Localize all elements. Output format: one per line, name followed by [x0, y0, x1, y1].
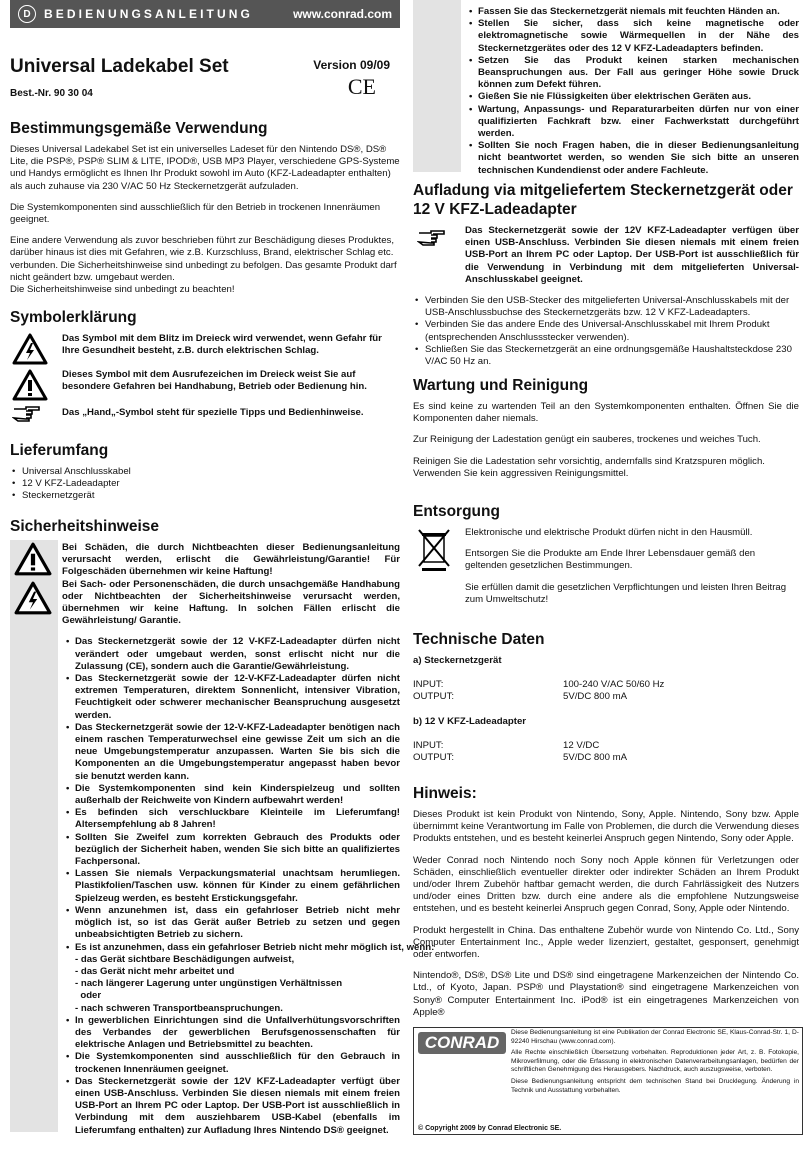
footer-t3: Diese Bedienungsanleitung entspricht dem technischen Stand bei Drucklegung. Änderung in Technik und Ausstattung vorbehalten.	[511, 1077, 799, 1094]
spec-value: 12 V/DC	[563, 739, 600, 751]
list-item: • Verbinden Sie den USB-Stecker des mitgelieferten Universal-Anschlusskabels mit der USB-Anschlussbuchse des Steckernetzgeräts bzw. 12 V KFZ-Ladeadapters.	[421, 295, 799, 319]
notice-heading: Hinweis:	[413, 785, 477, 802]
language-badge: D	[18, 5, 36, 23]
table-row	[413, 691, 664, 703]
list-item: • Setzen Sie das Produkt keinen starken mechanischen Beanspruchungen aus. Der Fall aus geringer Höhe sowie Druck können zum Defekt führen.	[465, 55, 799, 92]
charging-heading: Aufladung via mitgeliefertem Steckernetzgerät oder 12 V KFZ-Ladeadapter	[413, 182, 793, 218]
publisher-footer	[413, 1027, 803, 1135]
list-item: • Fassen Sie das Steckernetzgerät niemals mit feuchten Händen an.	[465, 6, 799, 18]
disposal-p1: Elektronische und elektrische Produkt dürfen nicht in den Hausmüll.	[465, 527, 753, 538]
charging-note	[413, 225, 799, 286]
footer-copyright: © Copyright 2009 by Conrad Electronic SE.	[418, 1125, 562, 1132]
list-item: • Das Steckernetzgerät sowie der 12 V-KFZ-Ladeadapter dürfen nicht verändert oder umgebaut werden, sonst erlischt nicht nur die Zulassung (CE), sondern auch die Garantie/Gewährleistung.	[62, 636, 400, 673]
spec-key: INPUT:	[413, 739, 444, 751]
symbol-exclamation-text: Dieses Symbol mit dem Ausrufezeichen im Dreieck weist Sie auf besondere Gefahren bei Handhabung, Betrieb oder Bedienung hin.	[62, 369, 367, 393]
table-row	[413, 752, 627, 764]
list-item: • Es befinden sich verschluckbare Kleinteile im Lieferumfang! Altersempfehlung ab 8 Jahren!	[62, 807, 400, 831]
intended-p2: Die Systemkomponenten sind ausschließlich für den Betrieb in trockenen Innenräumen geeignet.	[10, 201, 381, 226]
list-item: • Wartung, Anpassungs- und Reparaturarbeiten dürfen nur von einer qualifizierten Fachkraft bzw. einer Fachwerkstatt durchgeführt werden.	[465, 104, 799, 141]
footer-t2: Alle Rechte einschließlich Übersetzung vorbehalten. Reproduktionen jeder Art, z. B. Fotokopie, Mikroverfilmung, oder die Erfassung in elektronischen Datenverarbeitungsanlagen, bedürfen der schriftlichen Genehmigung des Herausgebers. Nachdruck, auch auszugsweise, verboten.	[511, 1049, 799, 1074]
title-block	[10, 56, 400, 99]
spec-key: OUTPUT:	[413, 752, 455, 764]
footer-t1: Diese Bedienungsanleitung ist eine Publikation der Conrad Electronic SE, Klaus-Conrad-Str. 1, D-92240 Hirschau (www.conrad.com).	[511, 1029, 799, 1045]
safety-list-right	[465, 6, 799, 177]
intended-p3: Eine andere Verwendung als zuvor beschrieben führt zur Beschädigung dieses Produktes, darüber hinaus ist dies mit Gefahren, wie z.B. Kurzschluss, Brand, elektrischer Schlag etc. verbunden. Die Sicherheitshinweise sind unbedingt zu befolgen. Das gesamte Produkt darf nicht geändert bzw. umgebaut werden.	[10, 235, 397, 283]
tech-a-label: a) Steckernetzgerät	[413, 655, 502, 666]
disposal-text	[465, 527, 799, 606]
order-number: Best.-Nr. 90 30 04	[10, 88, 93, 99]
list-item: • Die Systemkomponenten sind kein Kinderspielzeug und sollten außerhalb der Reichweite von Kindern aufbewahrt werden!	[62, 783, 400, 807]
charging-note-text: Das Steckernetzgerät sowie der 12V KFZ-Ladeadapter verfügen über einen USB-Anschluss. Verbinden Sie diesen niemals mit einem freien USB-Port an Ihrem PC oder Laptop. Der USB-Port ist ausschließlich für die Verwendung in Verbindung mit dem mitgelieferten Universal-Anschlusskabel geeignet.	[465, 225, 799, 285]
list-item: • Stellen Sie sicher, dass sich keine magnetische oder elektromagnetische sowie Wärmequellen in der Nähe des Steckernetzgerätes oder des 12 V KFZ-Ladeadapters befinden.	[465, 18, 799, 55]
spec-key: OUTPUT:	[413, 691, 455, 703]
symbol-hand-text: Das „Hand„-Symbol steht für spezielle Tipps und Bedienhinweise.	[62, 407, 364, 418]
disposal-section	[413, 502, 799, 615]
safety-continued	[413, 6, 799, 177]
header-title: BEDIENUNGSANLEITUNG	[44, 7, 253, 21]
list-item: • Die Systemkomponenten sind ausschließlich für den Gebrauch in trockenen Innenräumen geeignet.	[62, 1051, 400, 1075]
intended-use-section	[10, 119, 400, 305]
symbols-heading: Symbolerklärung	[10, 309, 137, 326]
list-item: • In gewerblichen Einrichtungen sind die Unfallverhütungsvorschriften des Verbandes der gewerblichen Berufsgenossenschaften für elektrische Anlagen und Betriebsmittel zu beachten.	[62, 1015, 400, 1052]
crossed-bin-icon	[417, 526, 451, 572]
list-item: • Sollten Sie noch Fragen haben, die in dieser Bedienungsanleitung nicht beantwortet werden, so wenden Sie sich bitte an unseren technischen Kundendienst oder andere Fachleute.	[465, 140, 799, 177]
lightning-warning-icon	[14, 581, 52, 615]
list-item: • Wenn anzunehmen ist, dass ein gefahrloser Betrieb nicht mehr möglich ist, so ist das Gerät außer Betrieb zu setzen und gegen unbeabsichtigten Betrieb zu sichern.	[62, 905, 400, 942]
symbol-row-hand	[10, 407, 400, 425]
table-row	[413, 679, 664, 691]
symbol-row-lightning	[10, 333, 400, 369]
maintenance-section	[413, 376, 799, 489]
tech-section	[413, 630, 799, 764]
charging-steps	[413, 295, 799, 368]
safety-shade-bar	[10, 540, 58, 1132]
maintenance-heading: Wartung und Reinigung	[413, 377, 589, 394]
disposal-p3: Sie erfüllen damit die gesetzlichen Verpflichtungen und leisten Ihren Beitrag zum Umweltschutz!	[465, 581, 787, 605]
footer-text	[511, 1029, 799, 1095]
spec-value: 5V/DC 800 mA	[563, 752, 627, 764]
header-url[interactable]: www.conrad.com	[293, 7, 392, 21]
notice-p2: Weder Conrad noch Nintendo noch Sony noch Apple können für Verletzungen oder Schäden, einschließlich eventueller direkter oder indirekter Schäden an Ihrem Produkt und/oder Ihrem Zubehör haftbar gemacht werden, die durch Fahrlässigkeit des Nutzers und/oder eines Dritten bzw. durch eine andere als die empfohlene Nutzungsweise entstehen, und es besteht keinerlei Anspruch gegen Conrad, Sony, Apple oder Nintendo.	[413, 854, 799, 915]
safety-intro-p1: Bei Schäden, die durch Nichtbeachten dieser Bedienungsanleitung verursacht werden, erlischt die Gewährleistung/Garantie! Für Folgeschäden übernehmen wir keine Haftung!	[62, 542, 400, 578]
ce-mark: CE	[347, 74, 376, 99]
list-item: • Es ist anzunehmen, dass ein gefahrloser Betrieb nicht mehr möglich ist, wenn: - das Gerät sichtbare Beschädigungen aufweist, - das Gerät nicht mehr arbeitet und - nach längerer Lagerung unter ungünstigen Verhältnissen oder - nach schweren Transportbeanspruchungen.	[62, 942, 400, 1015]
tech-b-label: b) 12 V KFZ-Ladeadapter	[413, 715, 527, 727]
symbol-row-exclamation	[10, 369, 400, 407]
disposal-heading: Entsorgung	[413, 503, 500, 520]
spec-value: 100-240 V/AC 50/60 Hz	[563, 679, 665, 691]
maintenance-p2: Zur Reinigung der Ladestation genügt ein sauberes, trockenes und weiches Tuch.	[413, 434, 761, 446]
notice-section	[413, 784, 799, 1028]
list-item: • Das Steckernetzgerät sowie der 12V KFZ-Ladeadapter verfügt über einen USB-Anschluss. Verbinden Sie diesen niemals mit einem freien USB-Port an Ihrem PC oder Laptop. Der USB-Port ist ausschließlich in Verbindung mit dem ausziehbarem USB-Kabel (ebenfalls im Lieferumfang enthalten) zur Aufladung Ihres Nintendo DS® geeignet.	[62, 1076, 400, 1137]
list-item: • Das Steckernetzgerät sowie der 12-V-KFZ-Ladeadapter dürfen nicht extremen Temperaturen, direktem Sonnenlicht, intensiver Vibration, Feuchtigkeit oder schwerer mechanischer Beanspruchung ausgesetzt werden.	[62, 673, 400, 722]
list-item: • Universal Anschlusskabel	[18, 466, 400, 478]
list-item: • Verbinden Sie das andere Ende des Universal-Anschlusskabel mit Ihrem Produkt (entsprechenden Anschlussstecker verwenden).	[421, 319, 799, 343]
header-bar	[10, 0, 400, 28]
symbols-section	[10, 308, 400, 425]
list-item: • Sollten Sie Zweifel zum korrekten Gebrauch des Produkts oder bezüglich der Sicherheit haben, wenden Sie sich bitte an qualifiziertes Fachpersonal.	[62, 832, 400, 869]
list-item: • Schließen Sie das Steckernetzgerät an eine ordnungsgemäße Haushaltsteckdose 230 V/AC 50 Hz an.	[421, 344, 799, 368]
notice-p3: Produkt hergestellt in China. Das enthaltene Zubehör wurde von Nintendo Co. Ltd., Sony Computer Entertainment Inc., Apple weder lizenziert, gestaltet, gesponsert, genehmigt oder entworfen.	[413, 924, 799, 961]
exclamation-warning-icon	[12, 369, 48, 401]
lightning-warning-icon	[12, 333, 48, 365]
list-item: • Steckernetzgerät	[18, 490, 400, 502]
pointing-hand-icon	[417, 229, 447, 247]
intended-p1: Dieses Universal Ladekabel Set ist ein universelles Ladeset für den Nintendo DS®, DS® Lite, die PSP®, PSP® SLIM & LITE, IPOD®, USB MP3 Player, verschiedene GPS-Systeme und Handys ermöglicht es Ihnen Ihr Produkt sowohl im Auto (KFZ-Ladeadapter enthalten) als auch zuhause via 230 V/AC 50 Hz Steckernetzgerät aufzuladen.	[10, 144, 400, 192]
doc-title: Universal Ladekabel Set	[10, 56, 229, 77]
version: Version 09/09	[313, 58, 390, 72]
delivery-list	[10, 466, 400, 503]
notice-p1: Dieses Produkt ist kein Produkt von Nintendo, Sony, Apple. Nintendo, Sony bzw. Apple übernimmt keine Verantwortung im Falle von Problemen, die durch die Verwendung dieses Produkts entstehen, und es besteht keinerlei Anspruch gegen Nintendo, Sony oder Apple.	[413, 809, 799, 845]
intended-use-heading: Bestimmungsgemäße Verwendung	[10, 120, 268, 137]
maintenance-p1: Es sind keine zu wartenden Teil an den Systemkomponenten enthalten. Öffnen Sie die Komponenten daher niemals.	[413, 401, 799, 425]
charging-section	[413, 181, 799, 368]
intended-p4: Die Sicherheitshinweise sind unbedingt zu beachten!	[10, 284, 235, 296]
notice-p4: Nintendo®, DS®, DS® Lite und DS® sind eingetragene Markenzeichen der Nintendo Co. Ltd., of Kyoto, Japan. PSP® und Playstation® sind eingetragene Markenzeichen von Sony® Computer Entertainment Inc. iPod® ist ein eingetragenes Markenzeichen von Apple®	[413, 970, 799, 1018]
spec-value: 5V/DC 800 mA	[563, 691, 627, 703]
safety-shade-bar-right	[413, 0, 461, 172]
maintenance-p3: Reinigen Sie die Ladestation sehr vorsichtig, andernfalls sind Kratzspuren möglich. Verwenden Sie kein aggressiven Reinigungsmittel.	[413, 455, 765, 479]
tech-b-table	[413, 740, 627, 764]
list-item: • 12 V KFZ-Ladeadapter	[18, 478, 400, 490]
list-item: • Gießen Sie nie Flüssigkeiten über elektrischen Geräten aus.	[465, 91, 799, 103]
delivery-section	[10, 441, 400, 503]
list-item: • Das Steckernetzgerät sowie der 12-V-KFZ-Ladeadapter benötigen nach einem raschen Temperaturwechsel eine gewisse Zeit um sich an die neue Umgebungstemperatur anzupassen. Warten Sie bis sich die Komponenten an die Umgebungstemperatur angepasst haben bevor sie benutzt werden kann.	[62, 722, 400, 783]
tech-a-table	[413, 679, 664, 703]
delivery-heading: Lieferumfang	[10, 442, 109, 459]
pointing-hand-icon	[12, 405, 42, 423]
tech-heading: Technische Daten	[413, 631, 545, 648]
safety-heading: Sicherheitshinweise	[10, 518, 160, 535]
disposal-p2: Entsorgen Sie die Produkte am Ende Ihrer Lebensdauer gemäß den geltenden gesetzlichen Bestimmungen.	[465, 548, 756, 572]
symbol-lightning-text: Das Symbol mit dem Blitz im Dreieck wird verwendet, wenn Gefahr für Ihre Gesundheit besteht, z.B. durch elektrischen Schlag.	[62, 333, 382, 357]
list-item: • Lassen Sie niemals Verpackungsmaterial unachtsam herumliegen. Plastikfolien/Taschen usw. können für Kinder zu einem gefährlichen Spielzeug werden, es besteht Erstickungsgefahr.	[62, 868, 400, 905]
safety-intro-p2: Bei Sach- oder Personenschäden, die durch unsachgemäße Handhabung oder Nichtbeachten der Sicherheitshinweise verursacht werden, übernehmen wir keine Haftung. In solchen Fällen erlischt die Gewährleistung/ Garantie.	[62, 578, 400, 627]
exclamation-warning-icon	[14, 542, 52, 576]
conrad-logo: CONRAD	[418, 1032, 506, 1054]
table-row	[413, 740, 627, 752]
spec-key: INPUT:	[413, 679, 444, 691]
